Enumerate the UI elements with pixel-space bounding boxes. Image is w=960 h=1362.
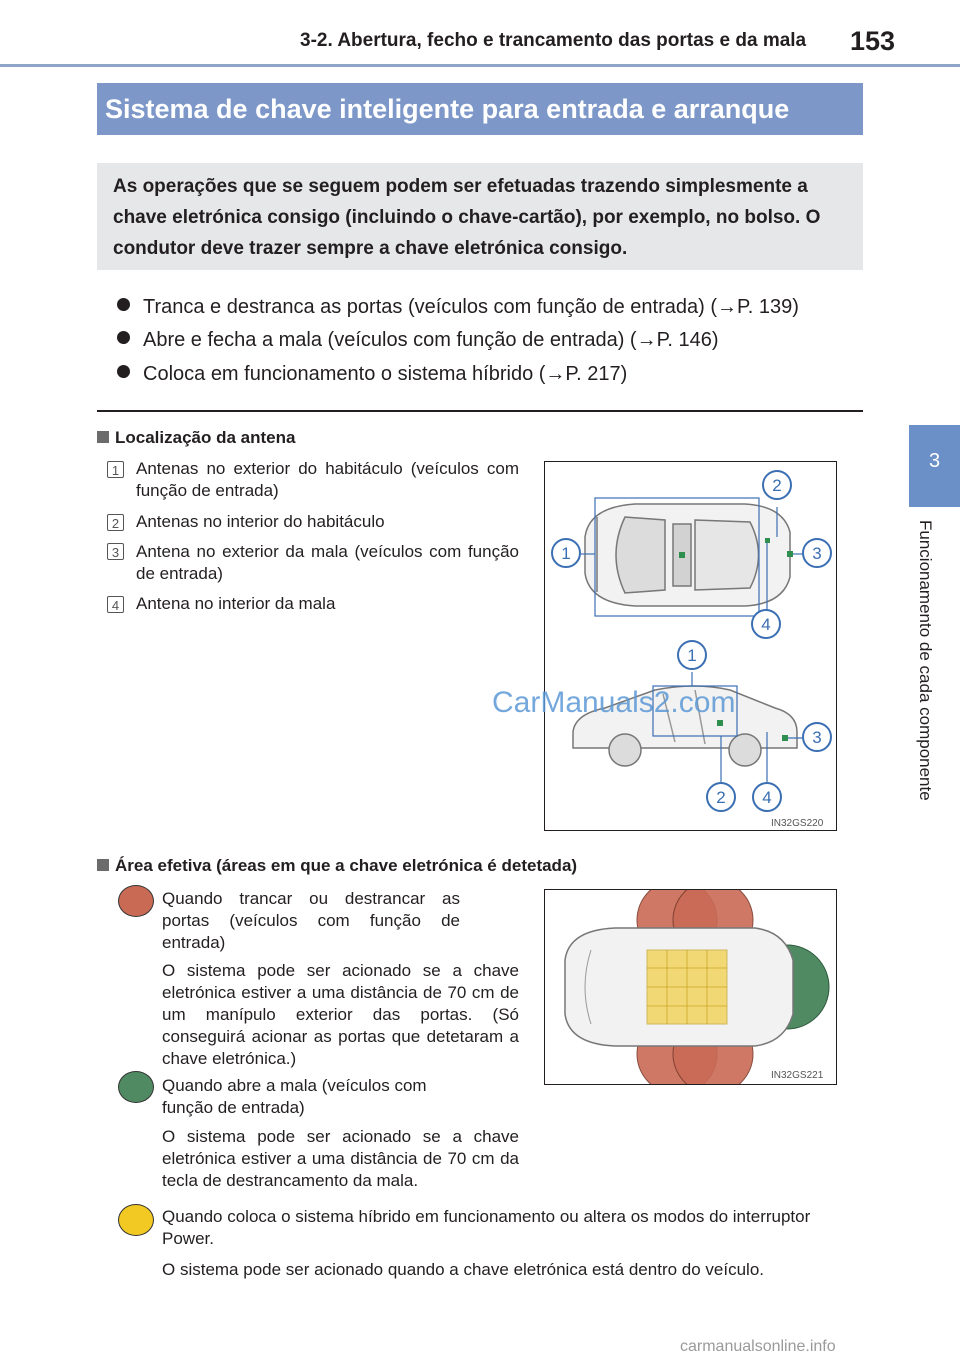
callout-4: 4 — [751, 609, 781, 639]
bullet-icon — [117, 331, 130, 344]
bullet-icon — [117, 365, 130, 378]
page-number: 153 — [850, 26, 896, 56]
item-number: 2 — [107, 514, 124, 531]
antenna-item-text: Antenas no exterior do habitáculo (veículos com função de entrada) — [136, 459, 519, 500]
callout-2: 2 — [706, 782, 736, 812]
callout-1: 1 — [551, 538, 581, 568]
antenna-item-text: Antenas no interior do habitáculo — [136, 512, 385, 531]
bullet-item — [117, 296, 799, 319]
antenna-item-text: Antena no exterior da mala (veículos com função de entrada) — [136, 542, 519, 583]
callout-4: 4 — [752, 782, 782, 812]
callout-2: 2 — [762, 470, 792, 500]
antenna-figure — [544, 461, 837, 831]
trunk-zone-swatch — [118, 1071, 154, 1103]
area-item-heading: Quando coloca o sistema híbrido em funcionamento ou altera os modos do interruptor Power. — [162, 1207, 811, 1248]
section-header: 3-2. Abertura, fecho e trancamento das portas e da mala — [300, 30, 807, 51]
intro-box: As operações que se seguem podem ser efetuadas trazendo simplesmente a chave eletrónica consigo (incluindo o chave-cartão), por exemplo, no bolso. O condutor deve trazer sempre a chave eletrónica consigo. — [97, 163, 863, 270]
bullet-text: Abre e fecha a mala (veículos com função de entrada) (→P. 146) — [143, 329, 719, 351]
area-item-heading: Quando trancar ou destrancar as portas (veículos com função de entrada) — [162, 889, 460, 952]
area-figure — [544, 889, 837, 1085]
area-item-detail: O sistema pode ser acionado se a chave eletrónica estiver a uma distância de 70 cm de um manípulo exterior das portas. (Só conseguirá acionar as portas que detetaram a chave eletrónica.) — [162, 961, 519, 1068]
detection-area-illustration — [545, 890, 836, 1084]
chapter-label-text: Funcionamento de cada componente — [916, 520, 935, 801]
chapter-number: 3 — [928, 450, 941, 472]
door-zone-swatch — [118, 885, 154, 917]
square-bullet-icon — [97, 431, 109, 443]
bullet-text: Tranca e destranca as portas (veículos com função de entrada) (→P. 139) — [143, 296, 799, 318]
figure-code: IN32GS221 — [771, 1070, 824, 1081]
antenna-section-title: Localização da antena — [97, 428, 295, 448]
chapter-label — [915, 520, 945, 860]
item-number: 1 — [107, 461, 124, 478]
area-item-detail: O sistema pode ser acionado quando a chave eletrónica está dentro do veículo. — [162, 1260, 764, 1279]
bullet-item — [117, 363, 627, 386]
bullet-item — [117, 329, 719, 352]
antenna-item-text: Antena no interior da mala — [136, 594, 336, 613]
watermark: CarManuals2.com — [492, 686, 736, 719]
callout-3: 3 — [802, 722, 832, 752]
figure-code: IN32GS220 — [771, 818, 824, 829]
chapter-tab — [909, 425, 960, 507]
footer-watermark: carmanualsonline.info — [680, 1338, 836, 1355]
square-bullet-icon — [97, 859, 109, 871]
section-divider — [97, 410, 863, 412]
cabin-zone-swatch — [118, 1204, 154, 1236]
item-number: 4 — [107, 596, 124, 613]
callout-3: 3 — [802, 538, 832, 568]
area-item-detail: O sistema pode ser acionado se a chave eletrónica estiver a uma distância de 70 cm da tecla de destrancamento da mala. — [162, 1127, 519, 1190]
item-number: 3 — [107, 543, 124, 560]
header-divider — [0, 64, 960, 67]
section-banner: Sistema de chave inteligente para entrada e arranque — [97, 83, 863, 135]
callout-1: 1 — [677, 640, 707, 670]
area-item-heading: Quando abre a mala (veículos com função de entrada) — [162, 1076, 427, 1117]
bullet-icon — [117, 298, 130, 311]
bullet-text: Coloca em funcionamento o sistema híbrido (→P. 217) — [143, 363, 628, 385]
area-section-title: Área efetiva (áreas em que a chave eletrónica é detetada) — [97, 856, 577, 876]
